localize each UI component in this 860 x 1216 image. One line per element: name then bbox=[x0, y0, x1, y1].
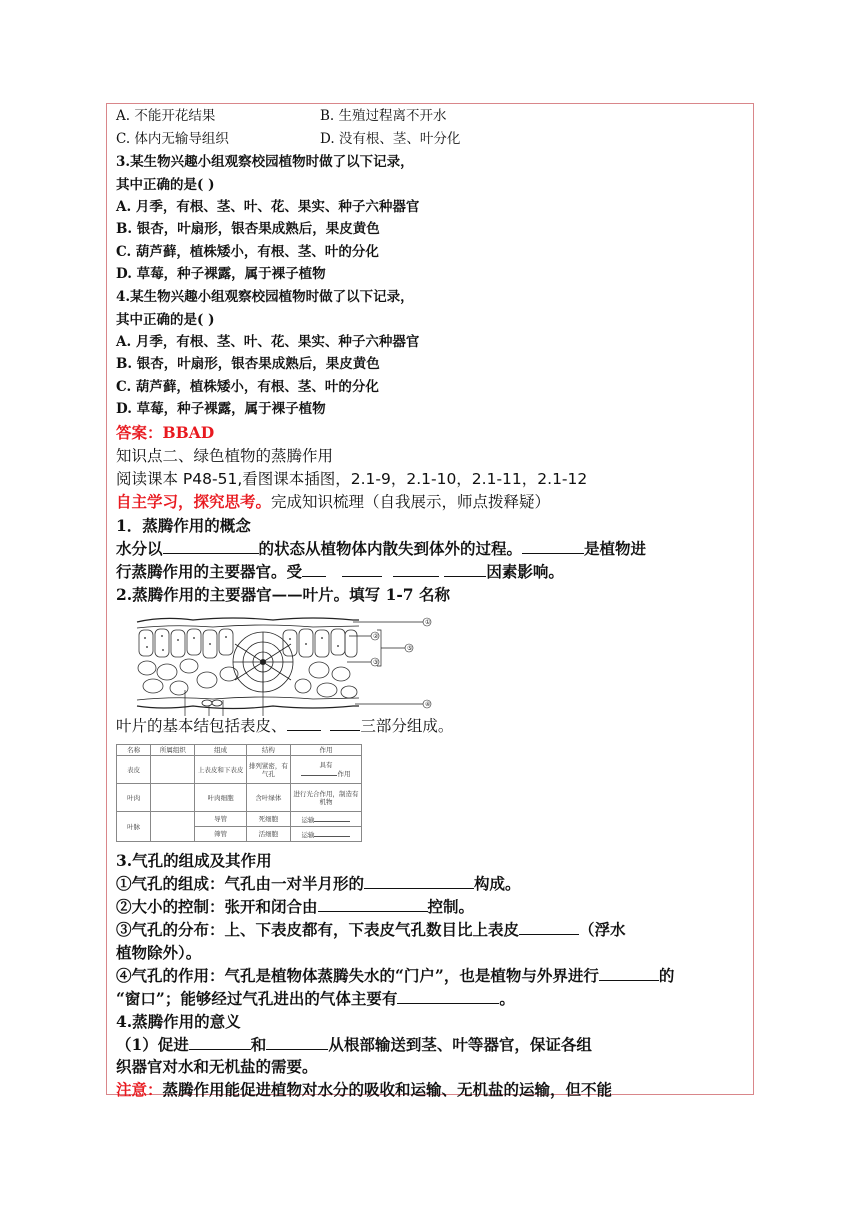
cell-sieve-tube: 筛管 bbox=[195, 827, 246, 842]
leaf-structure-table bbox=[116, 744, 362, 841]
cell-mesophyll-function: 进行光合作用，制造有机物 bbox=[290, 784, 361, 812]
p4-heading: 4.蒸腾作用的意义 bbox=[116, 1012, 241, 1031]
q3-stem-line1: 3.某生物兴趣小组观察校园植物时做了以下记录， bbox=[116, 154, 414, 170]
leaf-structure-caption bbox=[116, 716, 453, 736]
p2-heading: 2.蒸腾作用的主要器官——叶片。填写 1-7 名称 bbox=[116, 585, 450, 604]
blank-factor-2[interactable] bbox=[342, 562, 382, 577]
blank-factor-1[interactable] bbox=[302, 562, 326, 577]
q3-option-c: C. 葫芦藓，植株矮小，有根、茎、叶的分化 bbox=[116, 244, 379, 260]
q4-option-a: A. 月季，有根、茎、叶、花、果实、种子六种器官 bbox=[116, 334, 420, 350]
p1-text-c: 是植物进 bbox=[584, 539, 647, 558]
blank-leaf-part-1[interactable] bbox=[287, 716, 321, 731]
q4-option-b: B. 银杏，叶扇形，银杏果成熟后，果皮黄色 bbox=[116, 356, 380, 372]
cell-mesophyll-structure: 含叶绿体 bbox=[246, 784, 290, 812]
q3-option-d: D. 草莓，种子裸露，属于裸子植物 bbox=[116, 266, 326, 282]
blank-factor-3[interactable] bbox=[393, 562, 439, 577]
p1-text-b: 的状态从植物体内散失到体外的过程。 bbox=[258, 539, 523, 558]
cell-sieve-structure: 活细胞 bbox=[246, 827, 290, 842]
note-text: 蒸腾作用能促进植物对水分的吸收和运输、无机盐的运输，但不能 bbox=[162, 1080, 613, 1099]
q2-option-c: C. 体内无输导组织 bbox=[116, 131, 229, 147]
p3-line6: “窗口”；能够经过气孔进出的气体主要有 。 bbox=[116, 989, 515, 1008]
p1-line2 bbox=[116, 562, 564, 582]
leaf-label-5: ⑤ bbox=[407, 645, 413, 652]
self-study-rest: 完成知识梳理（自我展示，师点拨释疑） bbox=[271, 493, 551, 511]
p1-line1 bbox=[116, 539, 646, 559]
p4-line2: 织器官对水和无机盐的需要。 bbox=[116, 1057, 318, 1076]
leaf-cross-section-diagram bbox=[133, 614, 441, 718]
p1-text-d: 行蒸腾作用的主要器官。受 bbox=[116, 562, 303, 581]
cell-mesophyll-tissue[interactable] bbox=[151, 784, 195, 812]
reading-instruction: 阅读课本 P48-51,看图课本插图，2.1-9，2.1-10，2.1-11，2.1-12 bbox=[116, 470, 588, 488]
leaf-label-4: ④ bbox=[425, 701, 431, 708]
cell-vessel-function[interactable]: 运输 bbox=[290, 812, 361, 827]
p3-line4: 植物除外）。 bbox=[116, 943, 202, 962]
note-label: 注意： bbox=[116, 1080, 163, 1099]
table-header-tissue: 所属组织 bbox=[151, 745, 195, 756]
leaf-label-3: ③ bbox=[373, 659, 379, 666]
q4-stem-line2: 其中正确的是( ) bbox=[116, 312, 215, 328]
q2-option-b: B. 生殖过程离不开水 bbox=[320, 108, 447, 124]
p3-line3: ③气孔的分布：上、下表皮都有，下表皮气孔数目比上表皮 （浮水 bbox=[116, 920, 626, 939]
section-title: 知识点二、绿色植物的蒸腾作用 bbox=[116, 447, 334, 465]
cell-epidermis-name: 表皮 bbox=[117, 756, 151, 784]
q4-option-d: D. 草莓，种子裸露，属于裸子植物 bbox=[116, 401, 326, 417]
leaf-label-2: ② bbox=[373, 633, 379, 640]
blank-stoma-distribution[interactable] bbox=[519, 920, 579, 935]
q3-option-b: B. 银杏，叶扇形，银杏果成熟后，果皮黄色 bbox=[116, 221, 380, 237]
p1-text-e: 因素影响。 bbox=[486, 562, 564, 581]
blank-transport-2[interactable] bbox=[266, 1035, 328, 1050]
self-study-line bbox=[116, 492, 550, 512]
blank-leaf-part-2[interactable] bbox=[330, 716, 360, 731]
p1-heading: 1．蒸腾作用的概念 bbox=[116, 516, 251, 535]
cell-vein-tissue[interactable] bbox=[151, 812, 195, 842]
p3-line1: ①气孔的组成：气孔由一对半月形的 构成。 bbox=[116, 874, 521, 893]
blank-main-organ[interactable] bbox=[522, 539, 584, 554]
q2-option-d: D. 没有根、茎、叶分化 bbox=[320, 131, 461, 147]
answer-line: 答案：BBAD bbox=[116, 423, 215, 442]
cell-vessel-structure: 死细胞 bbox=[246, 812, 290, 827]
blank-transport-1[interactable] bbox=[189, 1035, 251, 1050]
cell-epidermis-tissue[interactable] bbox=[151, 756, 195, 784]
cell-vessel: 导管 bbox=[195, 812, 246, 827]
cell-epidermis-function[interactable]: 具有 作用 bbox=[290, 756, 361, 784]
leaf-caption-a: 叶片的基本结包括表皮、 bbox=[116, 717, 287, 735]
cell-sieve-function[interactable]: 运输 bbox=[290, 827, 361, 842]
cell-mesophyll-composition: 叶肉细胞 bbox=[195, 784, 246, 812]
p1-text-a: 水分以 bbox=[116, 539, 163, 558]
table-header-name: 名称 bbox=[117, 745, 151, 756]
q4-stem-line1: 4.某生物兴趣小组观察校园植物时做了以下记录， bbox=[116, 289, 414, 305]
p4-line1: （1）促进 和 从根部输送到茎、叶等器官，保证各组 bbox=[116, 1035, 592, 1054]
blank-gas-exchange[interactable] bbox=[599, 966, 659, 981]
self-study-highlight: 自主学习，探究思考。 bbox=[116, 492, 272, 511]
table-header-composition: 组成 bbox=[195, 745, 246, 756]
q3-option-a: A. 月季，有根、茎、叶、花、果实、种子六种器官 bbox=[116, 199, 420, 215]
leaf-label-1: ① bbox=[425, 619, 431, 626]
cell-epidermis-composition: 上表皮和下表皮 bbox=[195, 756, 246, 784]
blank-factor-4[interactable] bbox=[444, 562, 486, 577]
blank-gases[interactable] bbox=[397, 989, 499, 1004]
q3-stem-line2: 其中正确的是( ) bbox=[116, 177, 215, 193]
p4-note bbox=[116, 1080, 612, 1100]
p3-line5: ④气孔的作用：气孔是植物体蒸腾失水的“门户”，也是植物与外界进行 的 bbox=[116, 966, 675, 985]
blank-guard-cells[interactable] bbox=[364, 874, 474, 889]
cell-epidermis-structure: 排列紧密，有气孔 bbox=[246, 756, 290, 784]
table-header-function: 作用 bbox=[290, 745, 361, 756]
cell-vein-name: 叶脉 bbox=[117, 812, 151, 842]
p3-line2: ②大小的控制：张开和闭合由 控制。 bbox=[116, 897, 475, 916]
q4-option-c: C. 葫芦藓，植株矮小，有根、茎、叶的分化 bbox=[116, 379, 379, 395]
cell-mesophyll-name: 叶肉 bbox=[117, 784, 151, 812]
blank-stoma-control[interactable] bbox=[318, 897, 428, 912]
q2-option-a: A. 不能开花结果 bbox=[116, 108, 216, 124]
leaf-caption-b: 三部分组成。 bbox=[360, 717, 454, 735]
p3-heading: 3.气孔的组成及其作用 bbox=[116, 851, 272, 870]
table-header-structure: 结构 bbox=[246, 745, 290, 756]
blank-water-state[interactable] bbox=[163, 539, 259, 554]
